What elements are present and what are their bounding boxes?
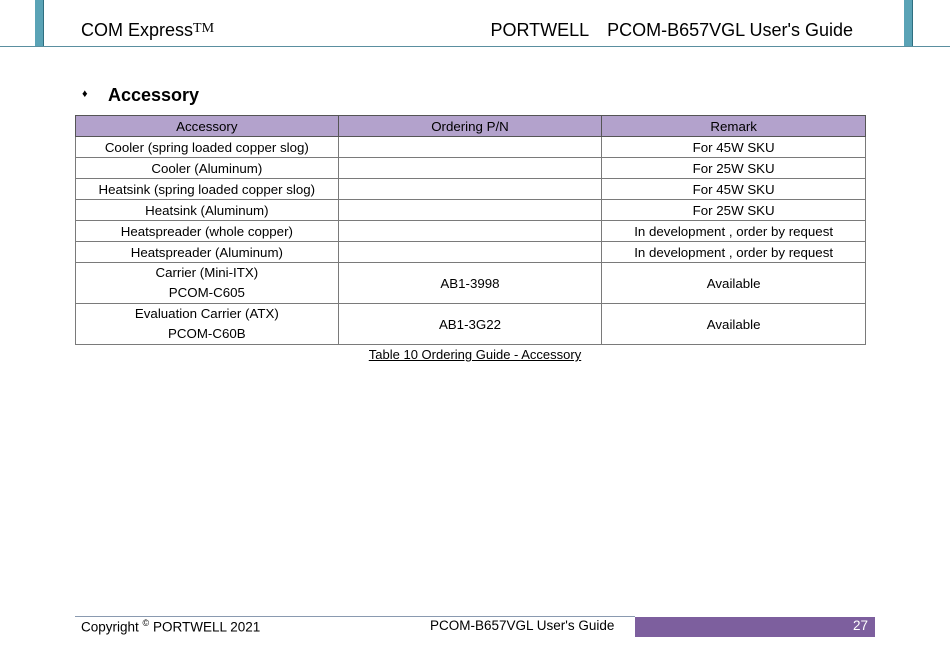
cell-accessory: Heatsink (Aluminum) [76, 200, 339, 221]
cell-accessory-line1: Carrier (Mini-ITX) [155, 265, 259, 280]
cell-ordering-pn [338, 158, 602, 179]
cell-accessory: Cooler (spring loaded copper slog) [76, 137, 339, 158]
table-row [76, 263, 866, 304]
header-left-title: COM Express [81, 20, 194, 40]
table-row [76, 221, 866, 242]
cell-accessory-line2: PCOM-C60B [168, 326, 246, 341]
header-guide-title: PCOM-B657VGL User's Guide [607, 20, 853, 40]
header-accent-bar-left [35, 0, 44, 47]
table-row [76, 200, 866, 221]
header-brand: PORTWELL [490, 20, 590, 40]
header-divider [0, 46, 950, 47]
page-number: 27 [852, 618, 868, 633]
cell-remark: For 25W SKU [602, 200, 866, 221]
cell-accessory: Heatsink (spring loaded copper slog) [76, 179, 339, 200]
cell-accessory-line1: Evaluation Carrier (ATX) [134, 306, 279, 321]
column-header-remark: Remark [602, 116, 866, 137]
accessory-table [75, 115, 866, 345]
section-bullet-icon: ♦ [82, 88, 88, 100]
cell-ordering-pn [338, 200, 602, 221]
table-row [76, 137, 866, 158]
cell-ordering-pn: AB1-3998 [338, 263, 602, 304]
footer-copyright [81, 618, 260, 635]
cell-remark: For 25W SKU [602, 158, 866, 179]
table-row [76, 158, 866, 179]
cell-remark: Available [602, 263, 866, 304]
column-header-accessory: Accessory [76, 116, 339, 137]
cell-ordering-pn: AB1-3G22 [338, 304, 602, 345]
cell-accessory [76, 304, 339, 345]
cell-ordering-pn [338, 221, 602, 242]
footer-divider [75, 616, 635, 617]
cell-ordering-pn [338, 137, 602, 158]
cell-remark: For 45W SKU [602, 179, 866, 200]
table-caption [0, 347, 950, 362]
copyright-symbol: © [142, 618, 150, 628]
table-header-row [76, 116, 866, 137]
header-document-title [490, 20, 853, 41]
trademark-mark: TM [193, 21, 215, 36]
cell-remark: For 45W SKU [602, 137, 866, 158]
column-header-ordering-pn: Ordering P/N [338, 116, 602, 137]
cell-accessory [76, 263, 339, 304]
footer-page-bar [635, 617, 875, 637]
cell-accessory: Heatspreader (whole copper) [76, 221, 339, 242]
cell-accessory: Cooler (Aluminum) [76, 158, 339, 179]
header-product-family [81, 20, 214, 41]
cell-ordering-pn [338, 179, 602, 200]
section-title: Accessory [108, 85, 200, 105]
table-row [76, 304, 866, 345]
table-row [76, 242, 866, 263]
copyright-prefix: Copyright [81, 619, 139, 635]
footer-guide-title: PCOM-B657VGL User's Guide [430, 618, 615, 633]
cell-accessory-line2: PCOM-C605 [168, 285, 245, 300]
cell-accessory: Heatspreader (Aluminum) [76, 242, 339, 263]
copyright-text: PORTWELL 2021 [152, 619, 261, 635]
cell-remark: Available [602, 304, 866, 345]
cell-remark: In development , order by request [602, 221, 866, 242]
cell-ordering-pn [338, 242, 602, 263]
table-row [76, 179, 866, 200]
header-accent-bar-right [904, 0, 913, 47]
cell-remark: In development , order by request [602, 242, 866, 263]
table-caption-text: Table 10 Ordering Guide - Accessory [368, 347, 582, 362]
